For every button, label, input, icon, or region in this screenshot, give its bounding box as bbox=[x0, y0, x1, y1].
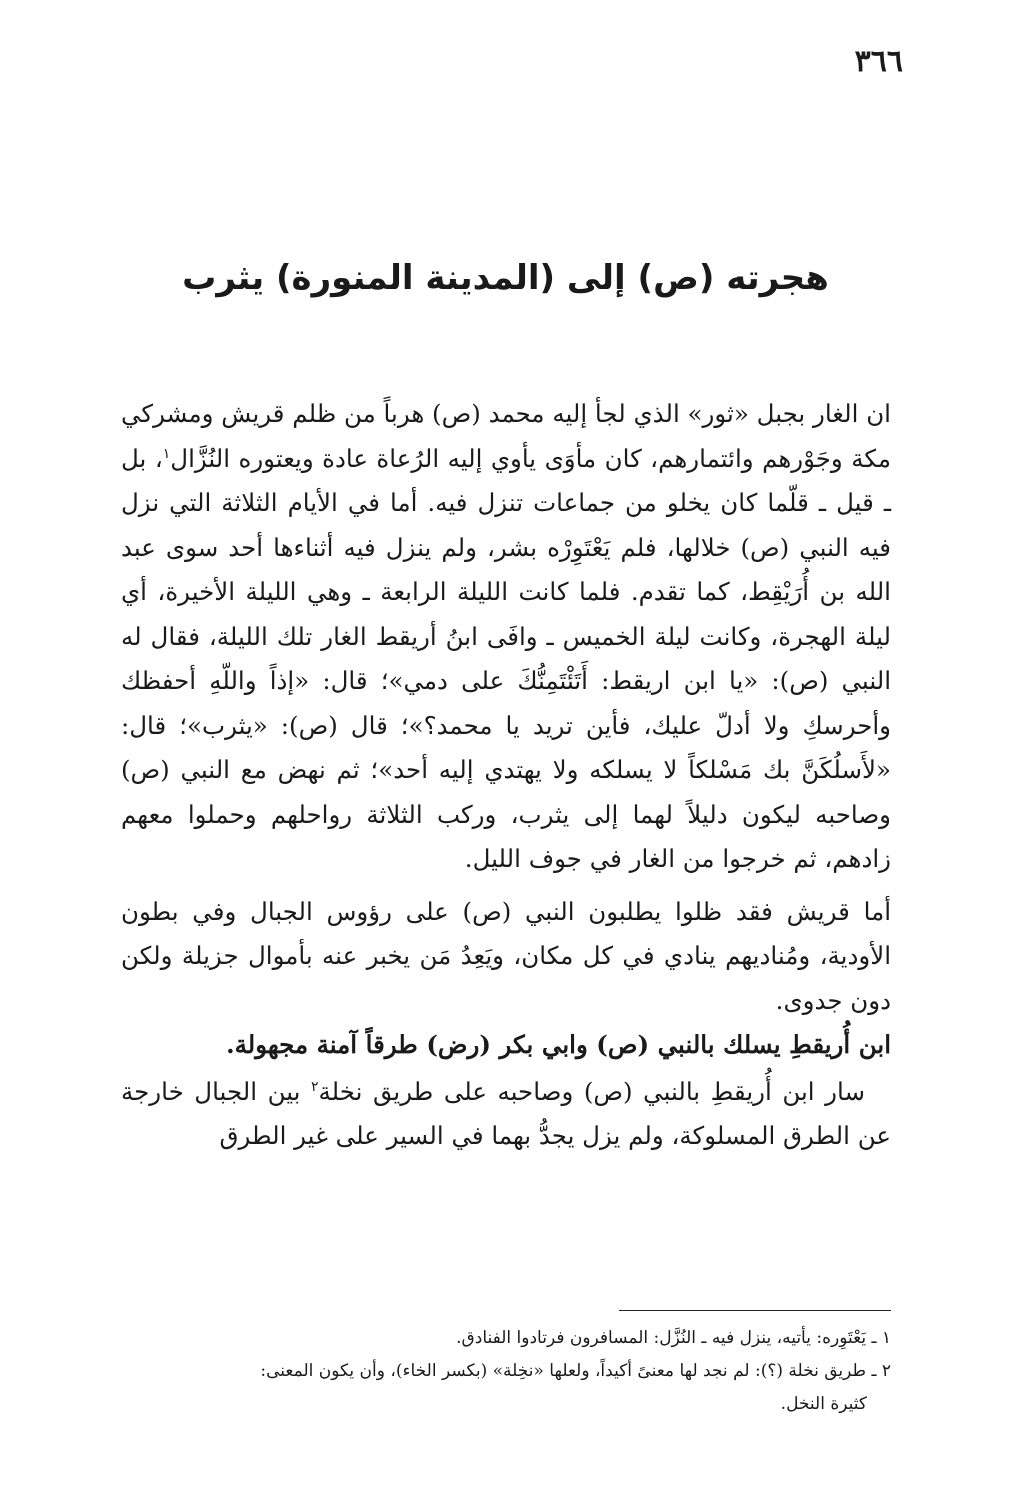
paragraph-text: سار ابن أُريقطِ بالنبي (ص) وصاحبه على طريق نخلة bbox=[318, 1076, 865, 1106]
paragraph bbox=[121, 1070, 891, 1159]
body-text bbox=[121, 392, 891, 1159]
paragraph-text: بين الجبال خارجة عن الطرق المسلوكة، ولم يزل يجدُّ بهما في السير على غير الطرق bbox=[121, 1076, 891, 1150]
footnotes bbox=[101, 1322, 891, 1421]
section-subheading: ابن أُريقطِ يسلك بالنبي (ص) وابي بكر (رض) طرقاً آمنة مجهولة. bbox=[226, 1030, 891, 1059]
page-number: ٣٦٦ bbox=[854, 44, 903, 79]
chapter-title: هجرته (ص) إلى (المدينة المنورة) يثرب bbox=[182, 258, 829, 298]
footnote-ref[interactable]: ١ bbox=[162, 445, 171, 462]
footnote-2-continuation: كثيرة النخل. bbox=[780, 1394, 867, 1414]
footnote-ref[interactable]: ٢ bbox=[311, 1078, 319, 1095]
footnote-1: ١ ـ يَعْتَوِره: يأتيه، ينزل فيه ـ النُزَّل: المسافرون فرتادوا الفنادق. bbox=[456, 1328, 891, 1348]
paragraph-text: ان الغار بجبل «ثور» الذي لجأ إليه محمد (ص) هرباً من ظلم قريش ومشركي مكة وجَوْرهم وائتمارهم، كان مأوَى يأوي إليه الرُعاة عادة ويعتوره النُزَّال bbox=[121, 399, 891, 473]
paragraph bbox=[121, 392, 891, 882]
paragraph-text: ، بل ـ قيل ـ قلّما كان يخلو من جماعات تنزل فيه. أما في الأيام الثلاثة التي نزل فيه النبي (ص) خلالها، فلم يَعْتَوِرْه بشر، ولم ينزل فيه أثناءها أحد سوى عبد الله بن أُرَيْقِط، كما تقدم. فلما كانت الليلة الرابعة ـ وهي الليلة الأخيرة، أي ليلة الهجرة، وكانت ليلة الخميس ـ وافَى ابنُ أريقط الغار تلك الليلة، فقال له النبي (ص): «يا ابن اريقط: أَتَئْتَمِنُّكَ على دمي»؛ قال: «إذاً واللّهِ أحفظك وأحرسكِ ولا أدلّ عليك، فأين تريد يا محمد؟»؛ قال (ص): «يثرب»؛ قال: «لأَسلُكَنَّ بك مَسْلكاً لا يسلكه ولا يهتدي إليه أحد»؛ ثم نهض مع النبي (ص) وصاحبه ليكون دليلاً لهما إلى يثرب، وركب الثلاثة رواحلهم وحملوا معهم زادهم، ثم خرجوا من الغار في جوف الليل. bbox=[121, 443, 891, 873]
footnote-divider bbox=[619, 1310, 891, 1311]
footnote-2: ٢ ـ طريق نخلة (؟): لم نجد لها معنىً أكيداً، ولعلها «نخِلة» (بكسر الخاء)، وأن يكون المعنى: bbox=[260, 1361, 891, 1381]
paragraph: أما قريش فقد ظلوا يطلبون النبي (ص) على رؤوس الجبال وفي بطون الأودية، ومُناديهم ينادي في كل مكان، ويَعِدُ مَن يخبر عنه بأموال جزيلة ولكن دون جدوى. bbox=[121, 896, 891, 1015]
